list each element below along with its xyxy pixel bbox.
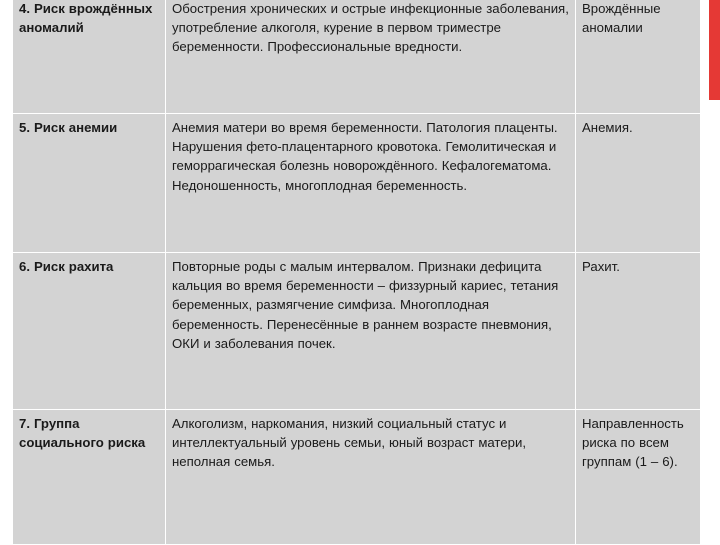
risk-factors-cell: Повторные роды с малым интервалом. Признаки дефицита кальция во время беременности – физзурный кариес, тетания беременных, размягчение симфиза. Многоплодная беременность. Перенесённые в раннем возрасте пневмония, ОКИ и заболевания почек. — [166, 253, 576, 410]
table-row — [13, 114, 701, 253]
risk-factors-cell: Анемия матери во время беременности. Патология плаценты. Нарушения фето-плацентарного кровотока. Гемолитическая и геморрагическая болезнь новорождённого. Кефалогематома. Недоношенность, многоплодная беременность. — [166, 114, 576, 253]
accent-bar — [709, 0, 720, 100]
table-row — [13, 253, 701, 410]
risk-group-cell: 4. Риск врождённых аномалий — [13, 0, 166, 114]
table-row — [13, 410, 701, 545]
risk-group-cell: 6. Риск рахита — [13, 253, 166, 410]
risk-group-cell: 5. Риск анемии — [13, 114, 166, 253]
risk-outcome-cell: Врождённые аномалии — [576, 0, 701, 114]
risk-groups-table — [12, 0, 701, 545]
risk-factors-cell: Алкоголизм, наркомания, низкий социальный статус и интеллектуальный уровень семьи, юный возраст матери, неполная семья. — [166, 410, 576, 545]
risk-outcome-cell: Анемия. — [576, 114, 701, 253]
risk-outcome-cell: Направленность риска по всем группам (1 – 6). — [576, 410, 701, 545]
risk-outcome-cell: Рахит. — [576, 253, 701, 410]
table-row — [13, 0, 701, 114]
risk-factors-cell: Обострения хронических и острые инфекционные заболевания, употребление алкоголя, курение в первом триместре беременности. Профессиональные вредности. — [166, 0, 576, 114]
risk-group-cell: 7. Группа социального риска — [13, 410, 166, 545]
